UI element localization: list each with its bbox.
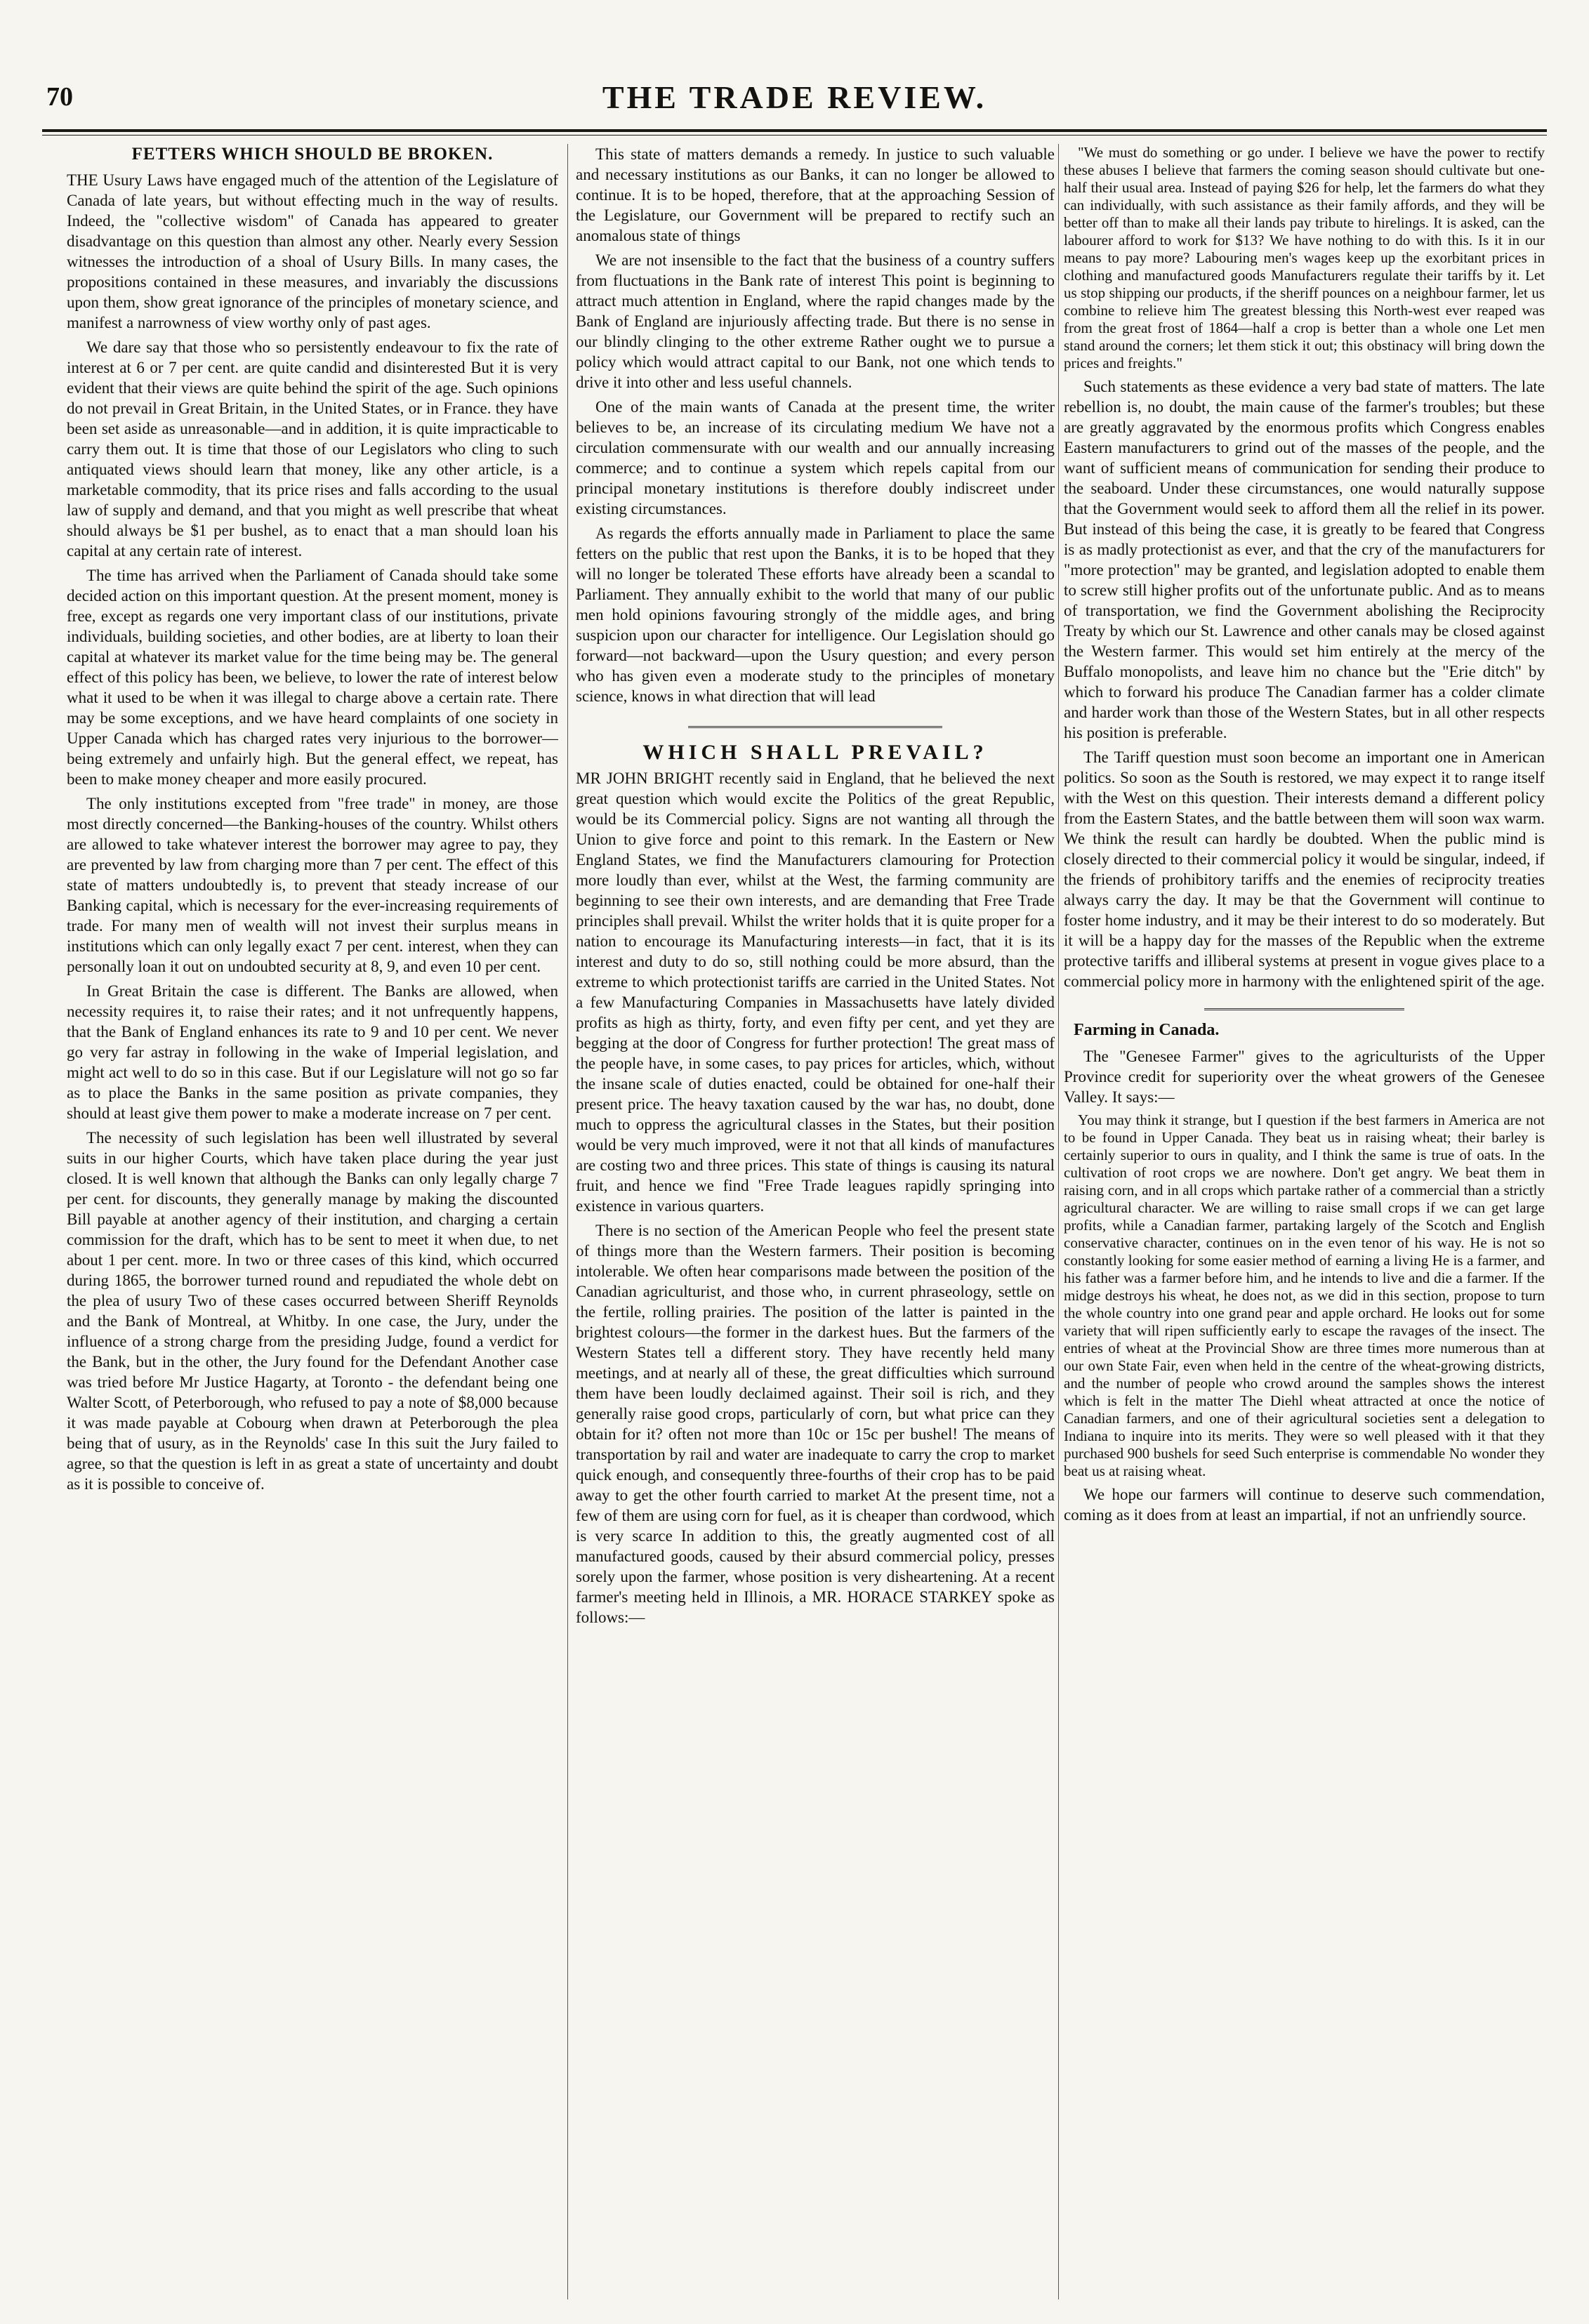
article-paragraph: Such statements as these evidence a very bad state of matters. The late rebellion is, no doubt, the main cause of the farmer's troubles; but these are greatly aggravated by the enormous profits which Congress enables Eastern manufacturers to grind out of the masses of the people, and the want of sufficient means of communication for sending their produce to the seaboard. Under these circumstances, one would naturally suppose that the Government would seek to afford them all the relief in its power. But instead of this being the case, it is greatly to be feared that Congress is as madly protectionist as ever, and that the cry of the manufacturers for "more protection" may be granted, and legislation adopted to enable them to screw still higher profits out of the unfortunate public. And as to means of transportation, we find the Government abolishing the Reciprocity Treaty by which our St. Lawrence and other canals may be closed against the Western farmer. This would set him entirely at the mercy of the Buffalo monopolists, and leave him no chance but the "Erie ditch" by which to forward his produce The Canadian farmer has a colder climate and harder work than those of the Western States, but in all other respects his position is preferable. — [1064, 378, 1545, 741]
block-quote: You may think it strange, but I question if the best farmers in America are not to be found in Upper Canada. They beat us in raising wheat; their barley is certainly superior to ours in quality, and I think the same is true of oats. In the cultivation of root crops we are nowhere. Don't get angry. We beat them in raising corn, and in all crops which partake rather of a commercial than a strictly agricultural character. We are willing to raise small crops if we can get large profits, while a Canadian farmer, partaking largely of the Scotch and English conservative character, continues on in the even tenor of his way. He is not so constantly looking for some easier method of earning a living He is a farmer, and his father was a farmer before him, and he intends to live and die a farmer. If the midge destroys his wheat, he does not, as we did in this section, propose to turn the whole country into one grand pear and apple orchard. He looks out for some variety that will ripen sufficiently early to escape the ravages of the insect. The entries of wheat at the Provincial Show are three times more numerous than at our own State Fair, even when held in the centre of the wheat-growing districts, and the number of people who crowd around the samples shows the interest which is felt in the matter The Diehl wheat attracted at once the notice of Canadian farmers, and one of their agricultural societies sent a delegation to Indiana to inquire into its merits. They were so well pleased with it that they purchased 900 bushels for seed Such enterprise is commendable No wonder they beat us at raising wheat. — [1064, 1111, 1545, 1479]
column-1 — [67, 144, 558, 2303]
article-title: Farming in Canada. — [1074, 1021, 1220, 1039]
article-paragraph: The Tariff question must soon become an important one in American politics. So soon as the South is restored, we may expect it to range itself with the West on this question. Their interests demand a different policy from the Eastern States, and the battle between them will soon wax warm. We think the result can hardly be doubted. When the public mind is closely directed to their commercial policy it would be singular, indeed, if the friends of prohibitory tariffs and the enemies of reciprocity treaties always carry the day. It may be that the Government will continue to foster home industry, and it may be their interest to do so moderately. But it will be a happy day for the masses of the Republic when the extreme protective tariffs and illiberal systems at present in vogue gives place to a commercial policy more in harmony with the enlightened spirit of the age. — [1064, 748, 1545, 990]
article-separator — [688, 726, 942, 728]
masthead — [42, 79, 1547, 131]
article-title: FETTERS WHICH SHOULD BE BROKEN. — [131, 145, 494, 164]
block-quote: "We must do something or go under. I believe we have the power to rectify these abuses I believe that farmers the coming season should cultivate but one-half their usual area. Instead of paying $26 for help, let the farmers do what they can individually, with such assistance as their family affords, and they will be better off than to make all their lands pay tribute to hirelings. It is asked, can the labourer afford to work for $13? We have nothing to do with this. Is it in our means to pay more? Labouring men's wages keep up the exorbitant prices in clothing and manufactured goods Manufacturers regulate their tariffs by it. Let us stop shipping our products, if the sheriff pounces on a neighbour farmer, let us combine to relieve him The greatest blessing this North-west ever reaped was from the great frost of 1864—half a crop is better than a whole one Let men stand around the corners; let them stick it out; this obstinacy will bring down the prices and freights." — [1064, 144, 1545, 371]
article-paragraph: We are not insensible to the fact that the business of a country suffers from fluctuations in the Bank rate of interest This point is beginning to attract much attention in England, where the rapid changes made by the Bank of England are injuriously affecting trade. But there is no sense in our blindly clinging to the other extreme Rather ought we to pursue a policy which would attract capital to our Bank, not one which tends to drive it into other and less useful channels. — [576, 251, 1055, 391]
article-paragraph: This state of matters demands a remedy. In justice to such valuable and necessary institutions as our Banks, it can no longer be allowed to continue. It is to be hoped, therefore, that at the approaching Session of the Legislature, our Government will be prepared to rectify such an anomalous state of things — [576, 145, 1055, 244]
article-paragraph: The time has arrived when the Parliament of Canada should take some decided action on this important question. At the present moment, money is free, except as regards one very important class of our institutions, private individuals, building societies, and other bodies, are at liberty to loan their capital at whatever its market value for the time being may be. The general effect of this policy has been, we believe, to lower the rate of interest below what it used to be when it was illegal to charge above a certain rate. There may be some exceptions, and we have heard complaints of one society in Upper Canada which has charged rates very injurious to the borrower—being extremely and unfairly high. But the general effect, we repeat, has been to make money cheaper and more easily procured. — [67, 567, 558, 788]
article-paragraph: THE Usury Laws have engaged much of the attention of the Legislature of Canada of late years, but without effecting much in the way of results. Indeed, the "collective wisdom" of Canada has appeared to greater disadvantage on this question than almost any other. Nearly every Session witnesses the introduction of a shoal of Usury Bills. In many cases, the propositions contained in these measures, and invariably the discussions upon them, show great ignorance of the principles of monetary science, and manifest a narrowness of view worthy only of past ages. — [67, 171, 558, 331]
column-divider — [1058, 144, 1059, 2299]
article-paragraph: As regards the efforts annually made in Parliament to place the same fetters on the public that rest upon the Banks, it is to be hoped that they will no longer be tolerated These efforts have already been a scandal to Parliament. They annually exhibit to the world that many of our public men hold opinions favouring strongly of the middle ages, and bring suspicion upon our character for intelligence. Our Legislation should go forward—not backward—upon the Usury question; and every person who has given even a moderate study to the principles of monetary science, knows in what direction that will lead — [576, 524, 1055, 705]
article-paragraph: One of the main wants of Canada at the present time, the writer believes to be, an increase of its circulating medium We have not a circulation commensurate with our wealth and our annually increasing commerce; and to continue a system which repels capital from our principal monetary institutions is therefore doubly indiscreet under existing circumstances. — [576, 398, 1055, 517]
column-divider — [567, 144, 568, 2299]
article-which-shall-prevail — [576, 742, 1055, 1628]
header-rule-thin — [42, 135, 1547, 136]
page-number: 70 — [46, 82, 73, 112]
article-closing: We hope our farmers will continue to deserve such commendation, coming as it does from at least an impartial, if not an unfriendly source. — [1064, 1486, 1545, 1524]
article-title: WHICH SHALL PREVAIL? — [642, 741, 988, 764]
journal-title: THE TRADE REVIEW. — [602, 79, 987, 115]
article-paragraph: The "Genesee Farmer" gives to the agriculturists of the Upper Province credit for superiority over the wheat growers of the Genesee Valley. It says:— — [1064, 1048, 1545, 1106]
article-separator — [1204, 1008, 1404, 1010]
article-paragraph: There is no section of the American People who feel the present state of things more than the Western farmers. Their position is becoming intolerable. We often hear comparisons made between the position of the Canadian agriculturist, and those who, in current phraseology, settle on the fertile, rolling prairies. The position of the latter is painted in the brightest colours—the former in the darkest hues. But the farmers of the Western States tell a different story. They have recently held many meetings, and at nearly all of these, the great difficulties which surround them have been loudly declaimed against. Their soil is rich, and they generally raise good crops, particularly of corn, but what price can they obtain for it? often not more than 10c or 15c per bushel! The means of transportation by rail and water are inadequate to carry the crop to market quick enough, and consequently three-fourths of their crop has to be paid away to get the other fourth carried to market At the present time, not a few of them are using corn for fuel, as it is cheaper than cordwood, which is very scarce In addition to this, the greatly augmented cost of all manufactured goods, caused by their absurd commercial policy, presses sorely upon the farmer, whose position is very disheartening. At a recent farmer's meeting held in Illinois, a MR. HORACE STARKEY spoke as follows:— — [576, 1222, 1055, 1626]
article-paragraph: We dare say that those who so persistently endeavour to fix the rate of interest at 6 or 7 per cent. are quite candid and disinterested But it is very evident that their views are quite behind the spirit of the age. Such opinions do not prevail in Great Britain, in the United States, or in France. they have been set aside as unreasonable—and in addition, it is quite impracticable to carry them out. It is time that those of our Legislators who cling to such antiquated views should learn that money, like any other article, is a marketable commodity, that its price rises and falls according to the usual law of supply and demand, and that you might as well prescribe that wheat should always be $1 per bushel, as to enact that a man should loan his capital at any certain rate of interest. — [67, 338, 558, 560]
article-fetters — [67, 144, 558, 1494]
column-3 — [1064, 144, 1545, 2303]
article-paragraph: The only institutions excepted from "free trade" in money, are those most directly concerned—the Banking-houses of the country. Whilst others are allowed to take whatever interest the borrower may agree to pay, they are prevented by law from charging more than 7 per cent. The effect of this state of matters undoubtedly is, to prevent that steady increase of our Banking capital, which is necessary for the ever-increasing requirements of trade. For many men of wealth will not invest their surplus means in institutions which can only legally exact 7 per cent. interest, when they can personally loan it out on undoubted security at 8, 9, and even 10 per cent. — [67, 795, 558, 975]
column-2 — [576, 144, 1055, 2303]
article-farming-in-canada — [1064, 1020, 1545, 1525]
article-paragraph: MR JOHN BRIGHT recently said in England, that he believed the next great question which would excite the Politics of the great Republic, would be its Commercial policy. Signs are not wanting all through the Union to give force and point to this remark. In the Eastern or New England States, we find the Manufacturers clamouring for Protection more loudly than ever, whilst at the West, the farming community are beginning to see their own interests, and are demanding that Free Trade principles shall prevail. Whilst the writer holds that it is quite proper for a nation to encourage its Manufacturing interests—in fact, that it is its interest and duty to do so, still nothing could be more absurd, than the extreme to which protectionist tariffs are carried in the United States. Not a few Manufacturing Companies in Massachusetts have lately divided profits as high as thirty, forty, and even fifty per cent, and yet they are begging at the door of Congress for further protection! The great mass of the people have, in some cases, to pay prices for articles, which, without the insane scale of duties enacted, could be obtained for one-half their present price. The heavy taxation caused by the war has, no doubt, done much to oppress the agricultural classes in the States, but their position would be very much improved, were it not that all kinds of manufactures are costing two and three prices. This state of things is causing its natural fruit, and hence we find "Free Trade leagues rapidly springing into existence in various quarters. — [576, 770, 1055, 1215]
article-paragraph: In Great Britain the case is different. The Banks are allowed, when necessity requires it, to raise their rates; and it not unfrequently happens, that the Bank of England enhances its rate to 9 and 10 per cent. We never go very far astray in following in the wake of Imperial legislation, and might act well to do so in this case. But if our Legislature will not go so far as to place the Banks in the same position as private companies, they should at least give them power to make a moderate increase on 7 per cent. — [67, 982, 558, 1122]
article-paragraph: The necessity of such legislation has been well illustrated by several suits in our higher Courts, which have taken place during the year just closed. It is well known that although the Banks can only legally charge 7 per cent. for discounts, they generally manage by making the discounted Bill payable at another agency of their institution, and charging a certain commission for the draft, which has to be sent to meet it when due, to net about 1 per cent. more. In two or three cases of this kind, which occurred during 1865, the borrower turned round and repudiated the whole debt on the plea of usury Two of these cases occurred between Sheriff Reynolds and the Bank of Montreal, at Whitby. In one case, the Jury, under the influence of a strong charge from the presiding Judge, found a verdict for the Bank, but in the other, the Jury found for the Defendant Another case was tried before Mr Justice Hagarty, at Toronto - the defendant being one Walter Scott, of Peterborough, who refused to pay a note of $8,000 because it was made payable at Cobourg when drawn at Peterborough the plea being that of usury, as in the Reynolds' case In this suit the Jury failed to agree, so that the question is left in as great a state of uncertainty and doubt as it is possible to conceive of. — [67, 1129, 558, 1493]
header-rule — [42, 129, 1547, 132]
